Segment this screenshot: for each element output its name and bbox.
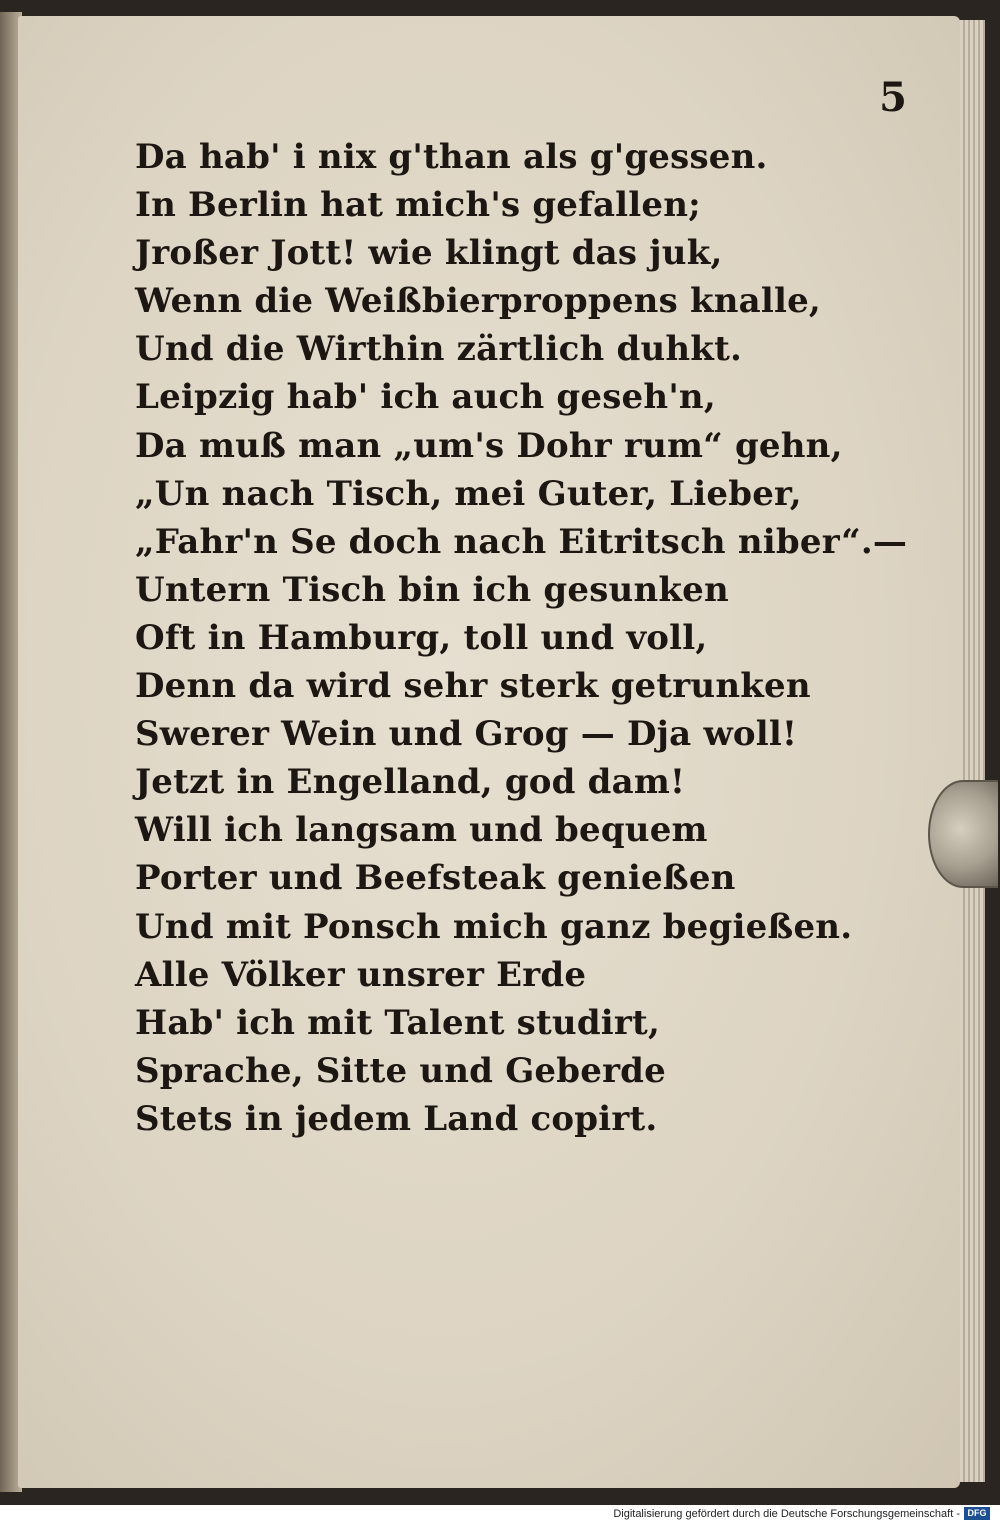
verse-line: Alle Völker unsrer Erde bbox=[135, 954, 587, 995]
verse-line: Jetzt in Engelland, god dam! bbox=[135, 762, 686, 803]
verse-line: Untern Tisch bin ich gesunken bbox=[135, 569, 729, 610]
verse-line: „Fahr'n Se doch nach Eitritsch niber“.— bbox=[135, 521, 908, 562]
book-clasp bbox=[928, 780, 998, 888]
verse-line: Und die Wirthin zärtlich duhkt. bbox=[135, 329, 743, 370]
verse-line: Jroßer Jott! wie klingt das juk, bbox=[135, 233, 723, 274]
verse-line: Sprache, Sitte und Geberde bbox=[135, 1050, 666, 1091]
verse-line: Swerer Wein und Grog — Dja woll! bbox=[135, 714, 798, 755]
verse-line: Oft in Hamburg, toll und voll, bbox=[135, 617, 708, 658]
verse-line: Da muß man „um's Dohr rum“ gehn, bbox=[135, 425, 843, 466]
verse-line: Wenn die Weißbierproppens knalle, bbox=[135, 281, 821, 322]
verse-line: Stets in jedem Land copirt. bbox=[135, 1098, 658, 1139]
verse-text bbox=[135, 133, 908, 1143]
verse-line: Da hab' i nix g'than als g'gessen. bbox=[135, 137, 768, 177]
dfg-logo: DFG bbox=[964, 1507, 990, 1520]
verse-line: Und mit Ponsch mich ganz begießen. bbox=[135, 906, 853, 947]
verse-line: In Berlin hat mich's gefallen; bbox=[135, 185, 701, 226]
verse-line: Hab' ich mit Talent studirt, bbox=[135, 1002, 660, 1043]
funding-credit: Digitalisierung gefördert durch die Deutsche Forschungsgemeinschaft - bbox=[613, 1508, 960, 1520]
verse-line: Porter und Beefsteak genießen bbox=[135, 858, 736, 899]
verse-line: Will ich langsam und bequem bbox=[135, 810, 708, 851]
page-number: 5 bbox=[879, 74, 907, 121]
verse-line: „Un nach Tisch, mei Guter, Lieber, bbox=[135, 473, 802, 514]
verse-line: Leipzig hab' ich auch geseh'n, bbox=[135, 377, 716, 418]
verse-line: Denn da wird sehr sterk getrunken bbox=[135, 666, 811, 707]
